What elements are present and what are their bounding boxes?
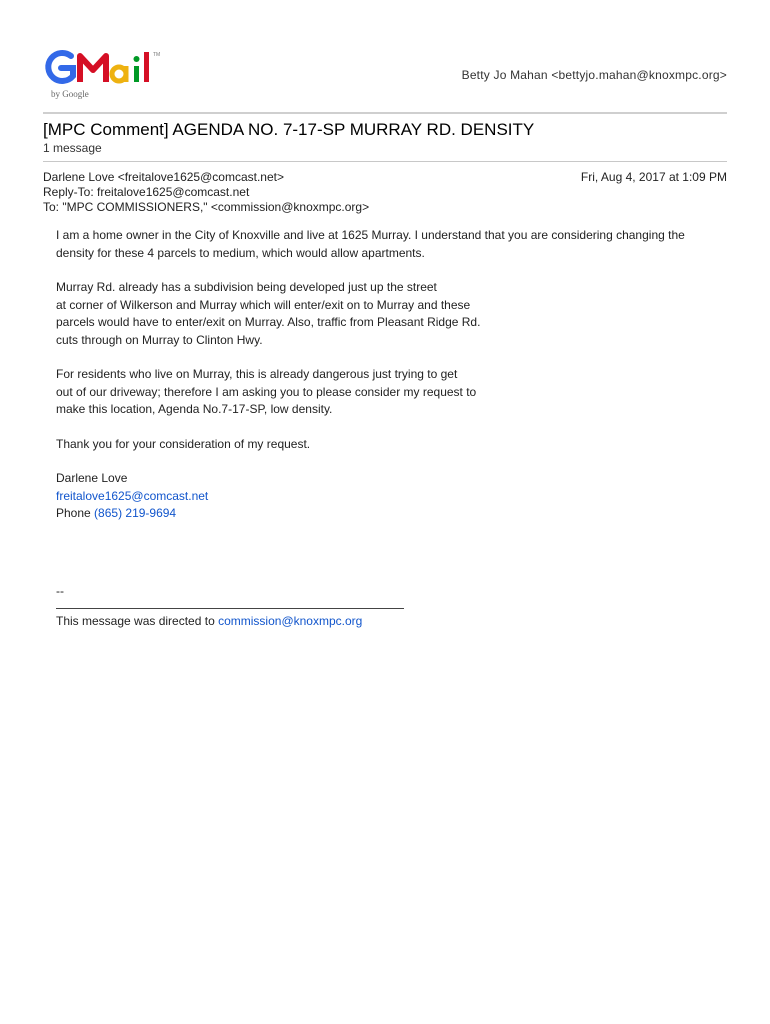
- message-from: Darlene Love <freitalove1625@comcast.net>: [43, 170, 284, 184]
- footer-note: [56, 613, 727, 631]
- message-reply-to: Reply-To: freitalove1625@comcast.net: [43, 185, 250, 199]
- footer-email-link[interactable]: commission@knoxmpc.org: [218, 614, 363, 628]
- account-email: Betty Jo Mahan <bettyjo.mahan@knoxmpc.org>: [461, 68, 727, 82]
- svg-text:TM: TM: [153, 52, 161, 58]
- footer-text: This message was directed to: [56, 614, 215, 628]
- message-date: Fri, Aug 4, 2017 at 1:09 PM: [580, 170, 727, 184]
- gmail-logo-icon: [43, 44, 173, 102]
- signature: [56, 470, 727, 523]
- body-line: parcels would have to enter/exit on Murray. Also, traffic from Pleasant Ridge Rd.: [56, 315, 481, 329]
- signature-name: Darlene Love: [56, 471, 128, 485]
- body-line: Thank you for your consideration of my request.: [56, 436, 311, 451]
- footer-dash: --: [56, 583, 64, 598]
- signature-phone: [56, 505, 727, 523]
- body-line: at corner of Wilkerson and Murray which will enter/exit on to Murray and these: [56, 297, 471, 312]
- subject-divider: [43, 161, 727, 162]
- message-to: To: "MPC COMMISSIONERS," <commission@knoxmpc.org>: [43, 200, 370, 214]
- paragraph-3: [56, 366, 727, 419]
- message-body: [56, 227, 727, 631]
- signature-email-link[interactable]: freitalove1625@comcast.net: [56, 488, 209, 503]
- thread-subject: [MPC Comment] AGENDA NO. 7-17-SP MURRAY RD. DENSITY: [43, 120, 535, 139]
- paragraph-4: [56, 436, 727, 454]
- gmail-logo: [43, 44, 173, 102]
- body-line: I am a home owner in the City of Knoxville and live at 1625 Murray. I understand that you are considering changing the: [56, 228, 685, 242]
- footer: [56, 583, 727, 631]
- body-line: density for these 4 parcels to medium, which would allow apartments.: [56, 245, 425, 260]
- body-line: cuts through on Murray to Clinton Hwy.: [56, 332, 263, 347]
- paragraph-1: [56, 227, 727, 262]
- message-count: 1 message: [43, 141, 102, 155]
- body-line: out of our driveway; therefore I am asking you to please consider my request to: [56, 384, 477, 399]
- body-line: Murray Rd. already has a subdivision being developed just up the street: [56, 280, 437, 294]
- header-divider: [43, 112, 727, 114]
- svg-text:by Google: by Google: [51, 89, 89, 99]
- body-line: make this location, Agenda No.7-17-SP, low density.: [56, 402, 333, 416]
- phone-link[interactable]: (865) 219-9694: [94, 506, 177, 520]
- phone-label: Phone: [56, 506, 91, 520]
- footer-underline: [56, 600, 404, 609]
- body-line: For residents who live on Murray, this is already dangerous just trying to get: [56, 367, 458, 381]
- paragraph-2: [56, 279, 727, 349]
